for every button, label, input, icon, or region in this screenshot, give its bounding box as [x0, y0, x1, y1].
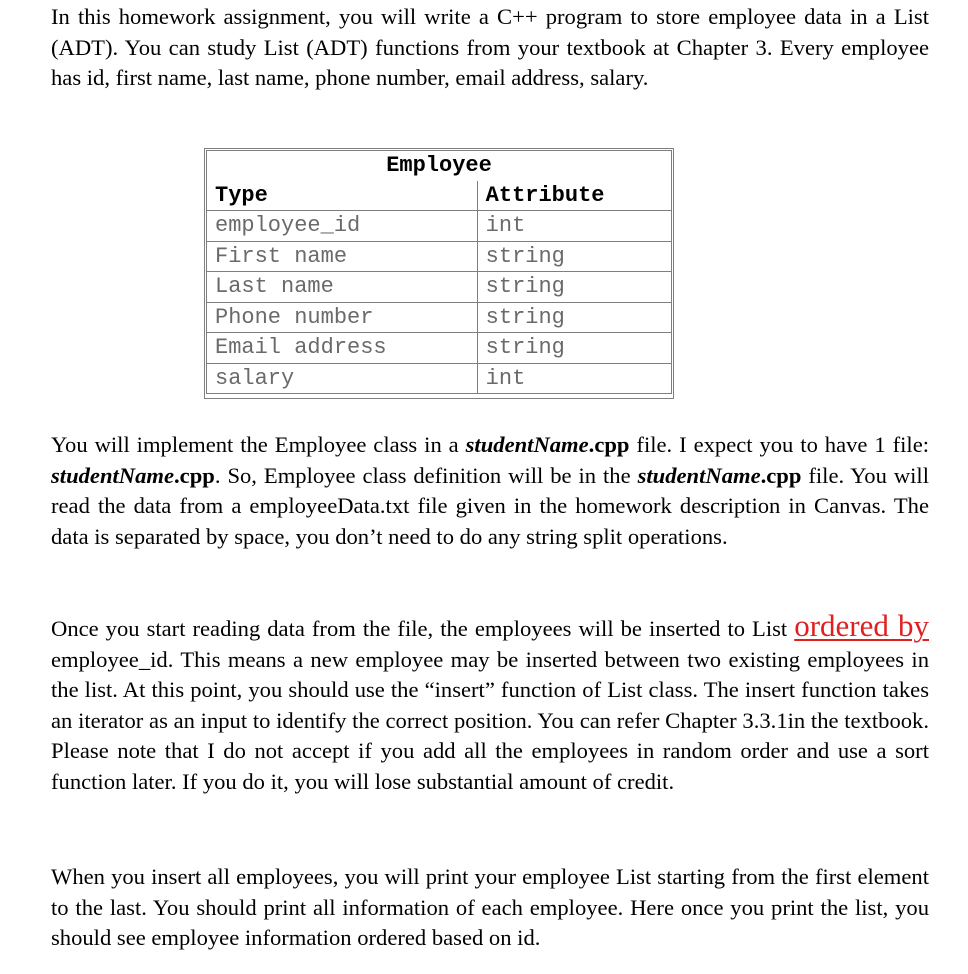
- table-row: [207, 241, 672, 272]
- row-attribute: int: [477, 363, 671, 394]
- file-ext-2: .cpp: [174, 462, 215, 488]
- intro-text: In this homework assignment, you will write a C++ program to store employee data in a List (ADT). You can study List (ADT) functions from your textbook at Chapter 3. Every employee has id, first name, last name, phone number, email address, salary.: [51, 4, 929, 90]
- impl-text-1: You will implement the Employee class in a: [51, 432, 466, 457]
- table-header-row: [207, 181, 672, 211]
- row-type: First name: [207, 241, 478, 272]
- insertion-paragraph: [51, 608, 929, 797]
- table-caption: Employee: [207, 151, 672, 181]
- impl-text-3: . So, Employee class definition will be in the: [214, 462, 638, 488]
- impl-text-2: file. I expect you to have 1 file:: [629, 432, 929, 457]
- row-attribute: int: [477, 211, 671, 242]
- file-name-3: studentName: [637, 462, 761, 488]
- employee-table: [206, 150, 672, 394]
- row-type: Last name: [207, 272, 478, 303]
- row-attribute: string: [477, 333, 671, 364]
- table-caption-row: [207, 151, 672, 181]
- row-attribute: string: [477, 272, 671, 303]
- file-name-1: studentName: [465, 432, 589, 457]
- header-type: Type: [207, 181, 478, 211]
- row-type: Email address: [207, 333, 478, 364]
- printing-paragraph: [51, 862, 929, 954]
- print-text: When you insert all employees, you will print your employee List starting from the first element to the last. You should print all information of each employee. Here once you print the list, you should see employee information ordered based on id.: [51, 864, 929, 950]
- implementation-paragraph: [51, 430, 929, 552]
- table-row: [207, 363, 672, 394]
- row-attribute: string: [477, 302, 671, 333]
- table-row: [207, 211, 672, 242]
- header-attribute: Attribute: [477, 181, 671, 211]
- insert-text-1: Once you start reading data from the file, the employees will be inserted to List: [51, 616, 795, 641]
- impl-text-4: file. You will read the data from a employeeData.txt file given in the homework description in Canvas. The data is separated by space, you don’t need to do any string split operations.: [51, 462, 929, 549]
- row-type: salary: [207, 363, 478, 394]
- file-ext-1: .cpp: [588, 432, 630, 457]
- intro-paragraph: [51, 2, 929, 94]
- table-row: [207, 302, 672, 333]
- file-ext-3: .cpp: [760, 462, 802, 488]
- insert-text-2: employee_id. This means a new employee may be inserted between two existing employees in the list. At this point, you should use the “insert” function of List class. The insert function takes an iterator as an input to identify the correct position. You can refer Chapter 3.3.1in the textbook. Please note that I do not accept if you add all the employees in random order and use a sort function later. If you do it, you will lose substantial amount of credit.: [51, 646, 929, 794]
- file-name-2: studentName: [51, 462, 175, 488]
- row-type: Phone number: [207, 302, 478, 333]
- ordered-by-highlight: ordered by: [794, 608, 929, 643]
- table-row: [207, 272, 672, 303]
- row-attribute: string: [477, 241, 671, 272]
- row-type: employee_id: [207, 211, 478, 242]
- table-row: [207, 333, 672, 364]
